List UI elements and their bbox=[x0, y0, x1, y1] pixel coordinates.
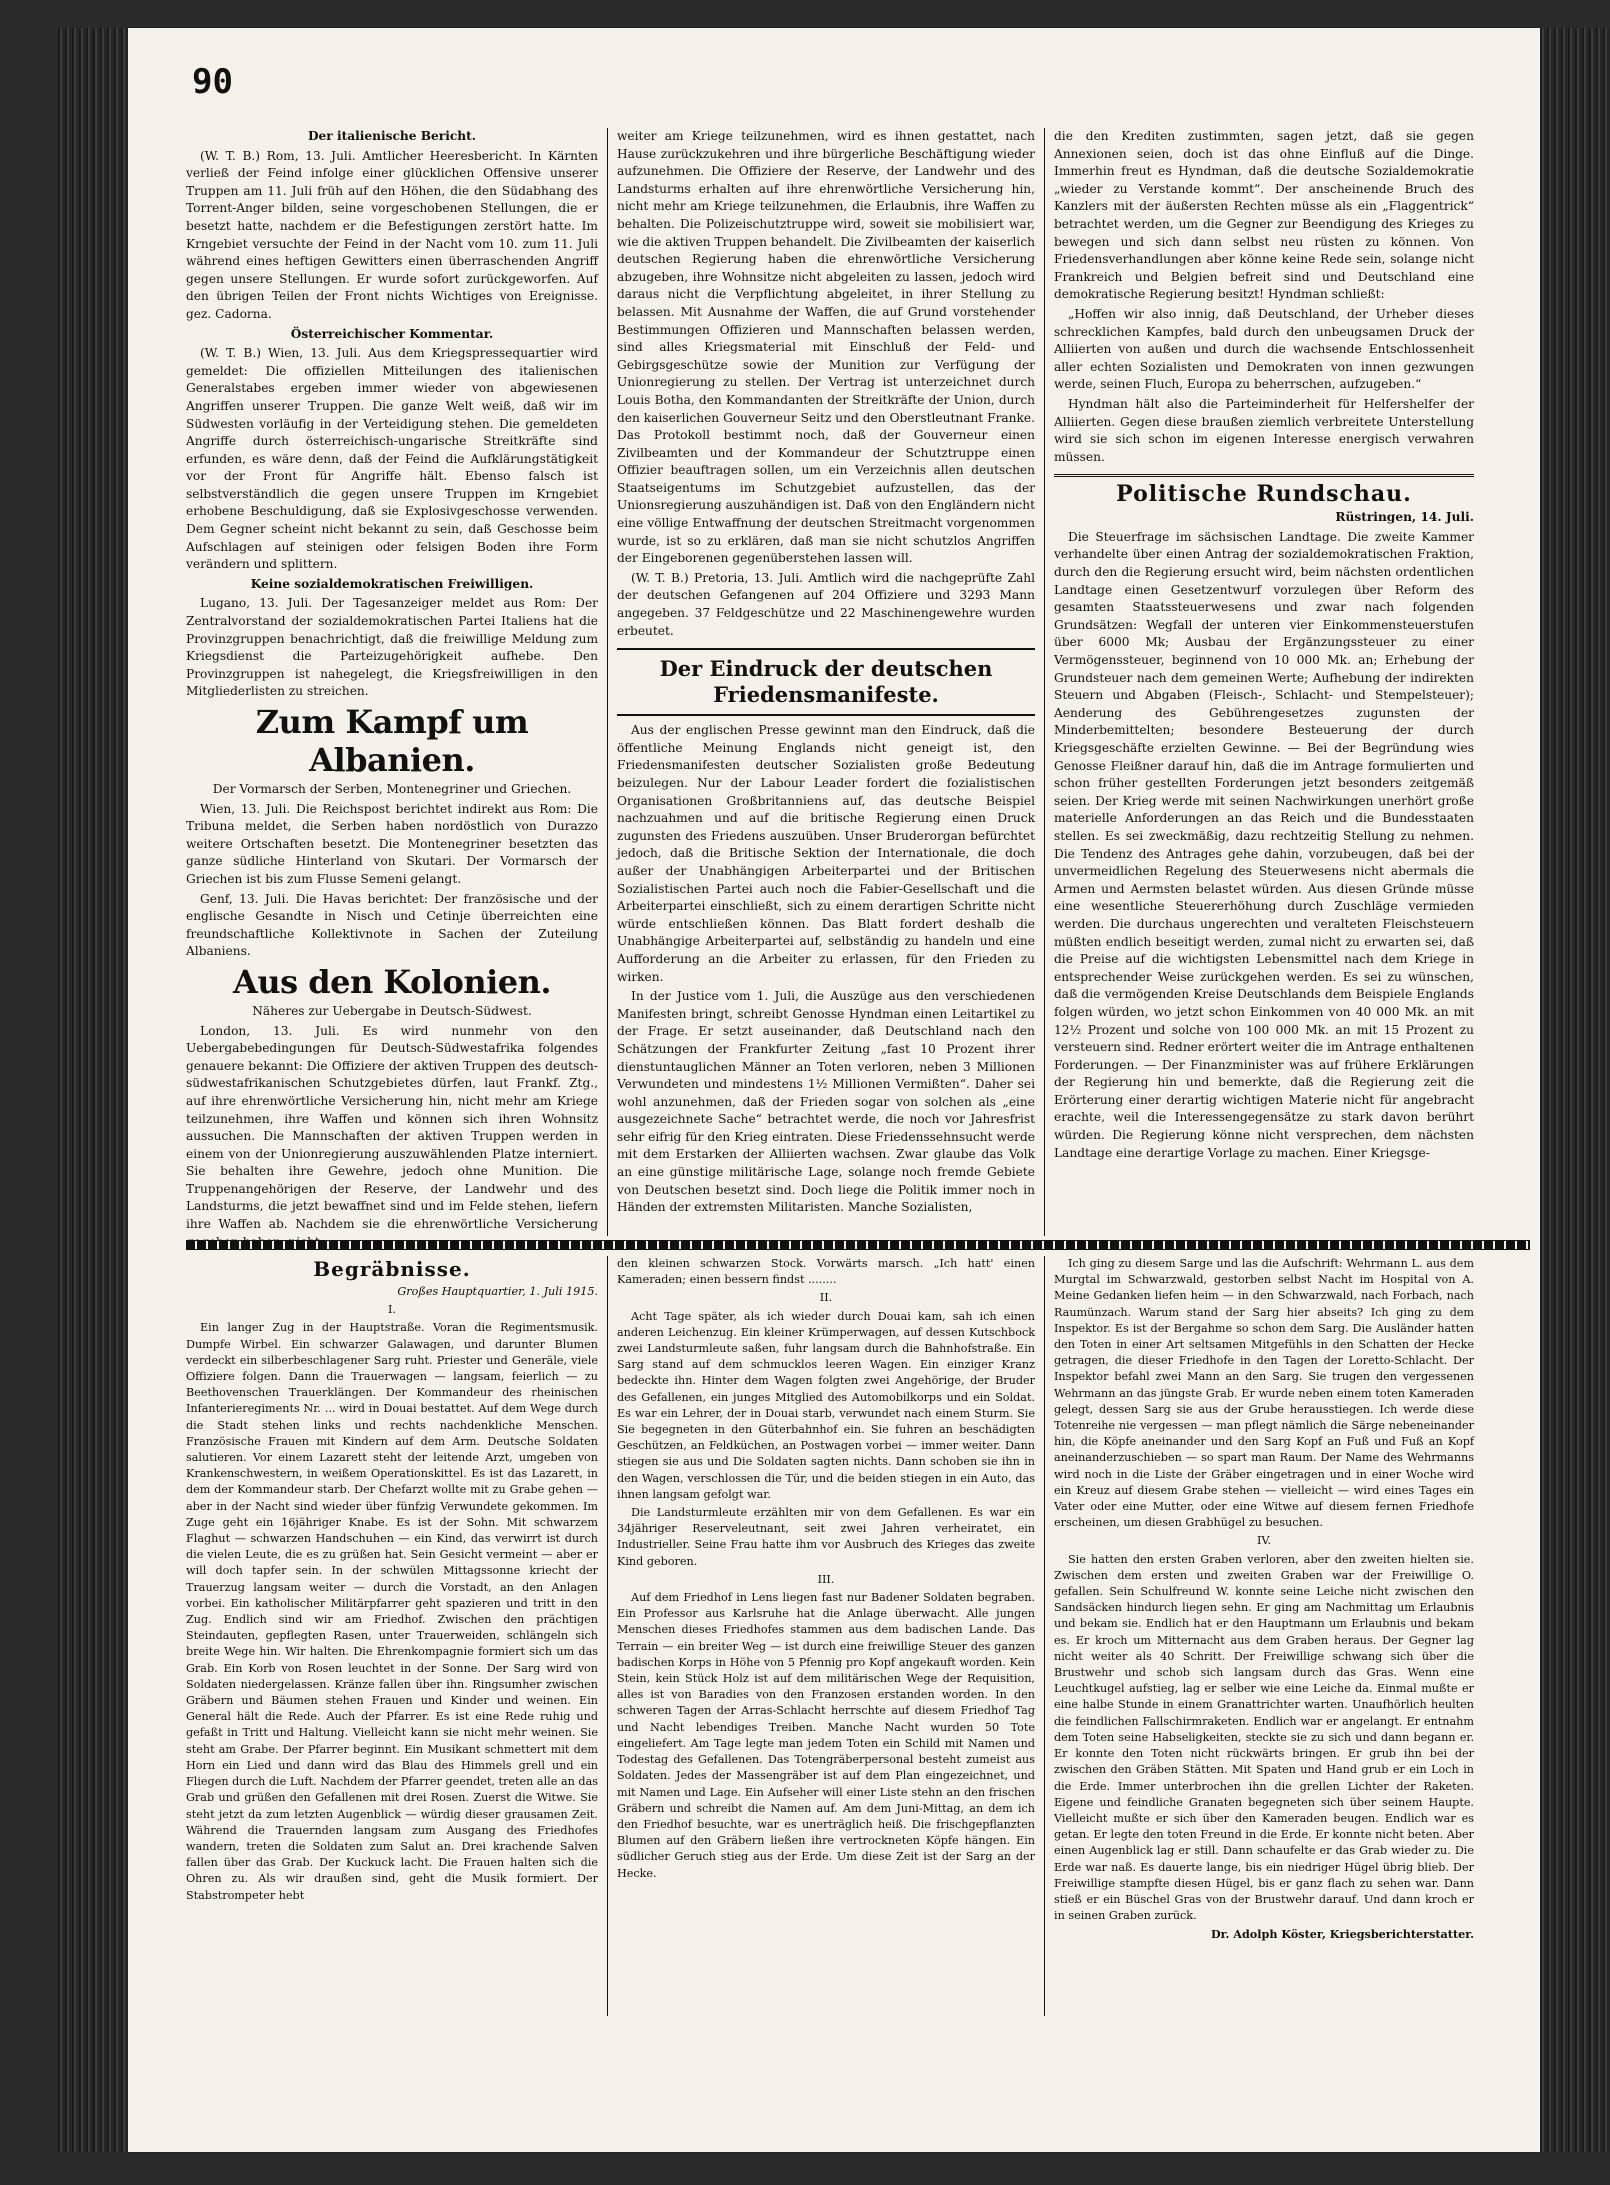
column-1 bbox=[186, 128, 598, 1236]
article-text: (W. T. B.) Wien, 13. Juli. Aus dem Kriegspressequartier wird gemeldet: Die offiziellen Mitteilungen des italienischen Generalstabes ergeben immer wieder von abgewiesenen Angriffen unserer Truppen. Die ganze Welt weiß, daß wir im Südwesten vorläufig in der Verteidigung stehen. Die gemeldeten Angriffe durch österreichisch-ungarische Streitkräfte sind erfunden, es wäre denn, daß der Feind die Aufklärungstätigkeit vor der Front für Angriffe hält. Ebenso falsch ist selbstverständlich die gegen unsere Truppen im Krngebiet erhobene Beschuldigung, daß sie Explosivgeschosse verwenden. Dem Gegner scheint nicht bekannt zu sein, daß Geschosse beim Aufschlagen auf steinigen oder felsigen Boden ihre Form verändern und splittern. bbox=[186, 346, 598, 572]
book-edge-right bbox=[1540, 28, 1610, 2152]
feuilleton-text: Acht Tage später, als ich wieder durch Douai kam, sah ich einen anderen Leichenzug. Ein kleiner Krümperwagen, auf dessen Kutschbock zwei Landsturmleute saßen, fuhr langsam durch die Bahnhofstraße. Ein Sarg stand auf dem schmucklos leeren Wagen. Ein einziger Kranz bedeckte ihn. Hinter dem Wagen folgten zwei Angehörige, der Bruder des Gefallenen, ein junges Mitglied des Automobilkorps und ein Soldat. Es war ein Lehrer, der in Douai starb, verwundet nach einem Sturm. Sie Sie begegneten in den Güterbahnhof ein. Sie fuhren an beschädigten Geschützen, an Feldküchen, an Postwagen vorbei — immer weiter. Dann stiegen sie aus und Die Soldaten sagten nichts. Dann schoben sie ihn in den Wagen, verschlossen die Tür, und die beiden stiegen in ein Auto, das ihnen langsam gefolgt war. bbox=[617, 1309, 1035, 1501]
section-numeral: I. bbox=[388, 1303, 396, 1317]
article-text: In der Justice vom 1. Juli, die Auszüge aus den verschiedenen Manifesten bringt, schreibt Genosse Hyndman einen Leitartikel zu der Frage. Er setzt auseinander, daß Deutschland nach den Schätzungen der Frankfurter Zeitung „fast 10 Prozent ihrer dienstuntauglichen Männer an Toten verloren, neben 3 Millionen Verwundeten und mindestens 1½ Millionen Vermißten“. Daher sei wohl anzunehmen, daß der Frieden sogar von solchen als „eine ausgezeichnete Sache“ betrachtet werde, die noch vor Jahresfrist sehr eifrig für den Krieg eintraten. Diese Friedenssehnsucht werde mit dem Erstarken der Alliierten wachsen. Zwar glaube das Volk an eine günstige militärische Lage, solange noch fremde Gebiete von Deutschen besetzt sind. Doch liege die Politik immer noch in Händen der extremsten Militaristen. Manche Sozialisten, bbox=[617, 989, 1035, 1215]
article-text: Hyndman hält also die Parteiminderheit für Helfershelfer der Alliierten. Gegen diese braußen ziemlich verbreitete Unterstellung wird sie sich schon im eigenen Interesse energisch verwahren müssen. bbox=[1054, 396, 1474, 464]
feuilleton-column-1 bbox=[186, 1256, 598, 2016]
article-text: (W. T. B.) Rom, 13. Juli. Amtlicher Heeresbericht. In Kärnten verließ der Feind infolge einer glücklichen Offensive unserer Truppen am 11. Juli früh auf den Höhen, die den Südabhang des Torrent-Anger bilden, seine vorgeschobenen Stellungen, die er besetzt hatte, nachdem er die Befestigungen zerstört hatte. Im Krngebiet versuchte der Feind in der Nacht vom 10. zum 11. Juli während eines heftigen Gewitters einen überraschenden Angriff gegen unsere Stellungen. Er wurde sofort zurückgeworfen. Auf den übrigen Teilen der Front nichts Wichtiges von Ereignisse. gez. Cadorna. bbox=[186, 148, 598, 321]
feuilleton-text: Auf dem Friedhof in Lens liegen fast nur Badener Soldaten begraben. Ein Professor aus Karlsruhe hat die Anlage überwacht. Alle jungen Menschen dieses Friedhofes stammen aus dem badischen Lande. Das Terrain — ein breiter Weg — ist durch eine freiwillige Steuer des ganzen badischen Korps in Höhe von 5 Pfennig pro Kopf angekauft worden. Kein Stein, kein Stück Holz ist auf dem militärischen Wege der Requisition, alles ist von Baradies von den Franzosen erstanden worden. In den schweren Tagen der Arras-Schlacht herrschte auf diesem Friedhof Tag und Nacht lebendiges Treiben. Manche Nacht wurden 50 Tote eingeliefert. Am Tage legte man jedem Toten ein Schild mit Namen und Todestag des Gefallenen. Das Totengräberpersonal besteht zumeist aus Soldaten. Jedes der Massengräber ist auf dem Plan eingezeichnet, und mit Namen und Lage. Ein Aufseher will einer Liste stehn an den frischen Gräbern und schreibt die Namen auf. Am dem Juni-Mittag, an dem ich den Friedhof besuchte, war es unerträglich heiß. Die frischgepflanzten Blumen auf den Gräbern ließen ihre vertrockneten Köpfe hängen. Ein südlicher Geruch stieg aus der Erde. Um diese Zeit ist der Sarg an der Hecke. bbox=[617, 1591, 1035, 1880]
dateline: Rüstringen, 14. Juli. bbox=[1335, 510, 1474, 525]
heading-no-volunteers: Keine sozialdemokratischen Freiwilligen. bbox=[250, 576, 534, 591]
feuilleton-text: Ein langer Zug in der Hauptstraße. Voran die Regimentsmusik. Dumpfe Wirbel. Ein schwarzer Galawagen, und darunter Blumen verdeckt ein silberbeschlagener Sarg ruht. Priester und Generäle, viele Offiziere folgen. Dann die Trauerwagen — langsam, feierlich — zu Beethovenschen Trauerklängen. Der Kommandeur des rheinischen Infanterieregiments Nr. ... wird in Douai bestattet. Auf dem Wege durch die Stadt stehen links und rechts nachdenkliche Menschen. Französische Frauen mit Kindern auf dem Arm. Deutsche Soldaten salutieren. Vor einem Lazarett steht der leitende Arzt, umgeben von Krankenschwestern, in weißem Operationskittel. Es ist das Lazarett, in dem der Kommandeur starb. Der Chefarzt wollte mit zu Grabe gehen — aber in der Nacht sind wieder über fünfzig Verwundete gekommen. Im Zuge geht ein 16jähriger Knabe. Es ist der Sohn. Mit schwarzem Flaghut — schwarzen Handschuhen — ein Kind, das verwirrt ist durch die vielen Leute, die es zu grüßen hat. Sein Gesicht vermeint — aber er will doch tapfer sein. In der schwülen Mittagssonne kriecht der Trauerzug langsam weiter — durch die Vorstadt, an den Anlagen vorbei. Ein katholischer Militärpfarrer geht spazieren und tritt in den Zug. Endlich sind wir am Friedhof. Zwischen den prächtigen Steindauten, gepflegten Rasen, unter Trauerweiden, schlängeln sich breite Wege hin. Wir halten. Die Ehrenkompagnie formiert sich um das Grab. Ein Korb von Rosen leuchtet in der Sonne. Der Sarg wird von Soldaten niedergelassen. Kränze fallen über ihn. Ringsumher zwischen Gräbern und Bäumen stehen Frauen und Kinder und weinen. Ein General hält die Rede. Auch der Pfarrer. Es ist eine Rede ruhig und gefaßt in Tritt und Haltung. Vielleicht kann sie nicht mehr weinen. Sie steht am Grabe. Der Pfarrer beginnt. Ein Musikant schmettert mit dem Horn ein Lied und dann wird das Blau des Himmels grell und ein Fliegen durch die Luft. Nachdem der Pfarrer geendet, treten alle an das Grab und grüßen den Gefallenen mit drei Rosen. Zuerst die Witwe. Sie steht jetzt da zum letzten Augenblick — würdig dieser grausamen Zeit. Während die Trauernden langsam zum Ausgang des Friedhofes wandern, treten die Soldaten zum Salut an. Drei krachende Salven fallen über das Grab. Der Kuckuck lacht. Die Frauen halten sich die Ohren zu. Als wir draußen sind, geht die Musik formiert. Der Stabstrompeter hebt bbox=[186, 1321, 598, 1902]
article-text: Lugano, 13. Juli. Der Tagesanzeiger meldet aus Rom: Der Zentralvorstand der sozialdemokratischen Partei Italiens hat die Provinzgruppen benachrichtigt, daß die freiwillige Meldung zum Kriegsdienst die Parteizugehörigkeit aufhebe. Den Provinzgruppen ist nahegelegt, die Kriegsfreiwilligen in den Mitgliederlisten zu streichen. bbox=[186, 596, 598, 699]
section-numeral: IV. bbox=[1256, 1534, 1272, 1548]
article-text: Die Steuerfrage im sächsischen Landtage. Die zweite Kammer verhandelte über einen Antrag der sozialdemokratischen Fraktion, durch den die Regierung ersucht wird, beim nächsten ordentlichen Landtage einen Gesetzentwurf vorzulegen über Reform des gesamten Staatssteuerwesens und zwar nach folgenden Grundsätzen: Wegfall der unteren vier Einkommensteuerstufen über 6000 Mk; Ausbau der Ergänzungssteuer zu einer Vermögenssteuer, beginnend von 10 000 Mk. an; Erhebung der Grundsteuer nach dem gemeinen Werte; Aufhebung der indirekten Steuern und Abgaben (Fleisch-, Schlacht- und Stempelsteuer); Aenderung des Gebührengesetzes zugunsten der Minderbemittelten; besondere Besteuerung der durch Kriegsgeschäfte erzielten Gewinne. — Bei der Begründung wies Genosse Fleißner darauf hin, daß die im Antrage formulierten und schon früher gestellten Forderungen jetzt besonders zeitgemäß seien. Der Krieg werde mit seinen Nachwirkungen unerhört große materielle Anforderungen an das Reich und die Bundesstaaten stellen. Es sei zweckmäßig, dazu rechtzeitig Stellung zu nehmen. Die Tendenz des Antrages gehe dahin, vorzubeugen, daß bei der unvermeidlichen Regelung des Steuerwesens nicht abermals die Armen und Aermsten belastet würden. Aus diesen Gründe müsse eine wesentliche Steuererhöhung durch Zuschläge vermieden werden. Die durchaus ungerechten und veralteten Fleischsteuern müßten endlich beseitigt werden, zumal nicht zu erwarten sei, daß die Preise auf die wichtigsten Lebensmittel nach dem Kriege in entsprechender Weise zurückgehen werden. Es sei zu wünschen, daß die vermögenden Kreise Deutschlands dem Beispiele Englands folgen würden, wo jetzt schon Einkommen von 40 000 Mk. an mit 12½ Prozent und solche von 100 000 Mk. an mit 15 Prozent zu versteuern sind. Redner erörtert weiter die im Antrage enthaltenen Forderungen. — Der Finanzminister was auf frühere Erklärungen der Regierung hin und bemerkte, daß die Regierung zeit die Erörterung einer derartig wichtigen Materie nicht für angebracht erachte, weil die Interessengegensätze zu stark davon berührt würden. Die Regierung könne nicht versprechen, dem nächsten Landtage eine derartige Vorlage zu machen. Einer Kriegsge- bbox=[1054, 529, 1474, 1160]
subheadline-albania: Der Vormarsch der Serben, Montenegriner und Griechen. bbox=[212, 782, 572, 796]
column-rule bbox=[1044, 128, 1045, 1236]
feuilleton-text: Ich ging zu diesem Sarge und las die Aufschrift: Wehrmann L. aus dem Murgtal im Schwarzwald, gestorben selbst Nacht im Hospital von A. Meine Gedanken liefen heim — in den Schwarzwald, nach Forbach, nach Raumünzach. Warum stand der Sarg hier abseits? Ich ging zu dem Inspektor. Es ist der Bergahme so schon dem Sarg. Die Ausländer hatten den Toten in einer Art seltsamen Mitgefühls in den Schatten der Hecke getragen, die dieser Friedhofe in den Tagen der Loretto-Schlacht. Der Inspektor befahl zwei Mann an den Sarg. Sie trugen den vergessenen Wehrmann an das jüngste Grab. Er wurde neben einem toten Kameraden gelegt, dessen Sarg sie aus der Grube herausstiegen. Ich werde diese Totenreihe nie vergessen — man pflegt nämlich die Särge nebeneinander hin, die Köpfe aneinander und den Sarg Kopf an Fuß und Fuß an Kopf aneinanderzuschieben — so spart man Raum. Der Name des Wehrmanns wird noch in die Liste der Gräber eingetragen und in einer Woche wird ein Kreuz auf diesem Grabe stehen — vielleicht — wird eines Tages ein Vater oder eine Mutter, oder eine Witwe auf diesem fernen Friedhofe erscheinen, um diesen Grabhügel zu besuchen. bbox=[1054, 1257, 1474, 1530]
headline-albania: Zum Kampf um Albanien. bbox=[255, 703, 529, 779]
article-text: Wien, 13. Juli. Die Reichspost berichtet indirekt aus Rom: Die Tribuna meldet, die Serben haben nordöstlich von Durazzo weitere Ortschaften besetzt. Die Montenegriner besetzten das ganze südliche Hinterland von Skutari. Der Vormarsch der Griechen ist bis zum Flusse Semeni gelangt. bbox=[186, 801, 598, 886]
column-rule bbox=[1044, 1256, 1045, 2016]
feuilleton-text: Sie hatten den ersten Graben verloren, aber den zweiten hielten sie. Zwischen dem ersten und zweiten Graben war der Freiwillige O. gefallen. Sein Schulfreund W. konnte seine Leiche nicht zwischen den Sandsäcken hindurch liegen sehn. Er ging am Nachmittag um Erlaubnis und bekam sie. Endlich hat er den Hauptmann um Erlaubnis und bekam es. Er kroch um Mitternacht aus dem Graben heraus. Der Gegner lag nicht weiter als 40 Schritt. Der Freiwillige schwang sich über die Brustwehr und schob sich langsam durch das Gras. Wenn eine Leuchtkugel aufstieg, lag er selber wie eine Leiche da. Einmal mußte er eine halbe Stunde in einem Granattrichter warten. Unaufhörlich heulten die feindlichen Fallschirmraketen. Endlich war er angelangt. Er entnahm dem Toten seine Habseligkeiten, steckte sie zu sich und dann begann er. Er konnte den Toten nicht rückwärts bringen. Er grub ihn bei der zwischen den Gräben Stätten. Mit Spaten und Hand grub er ein Loch in die Erde. Immer unterbrochen ihn die grellen Lichter der Raketen. Eigene und feindliche Granaten begegneten sich über seinem Haupte. Vielleicht mußte er sich über den Kameraden beugen. Endlich war es getan. Er legte den toten Freund in die Erde. Er konnte nicht beten. Aber einen Augenblick lag er still. Dann schaufelte er das Grab wieder zu. Die Erde war naß. Es dauerte lange, bis ein niedriger Hügel übrig blieb. Der Freiwillige stampfte diesen Hügel, bis er ganz flach zu sehen war. Dann stieß er ein Büschel Gras von der Brustwehr darauf. Und dann kroch er in seinen Graben zurück. bbox=[1054, 1552, 1474, 1923]
feuilleton-divider bbox=[186, 1240, 1530, 1250]
column-2 bbox=[617, 128, 1035, 1236]
page-number: 90 bbox=[192, 62, 233, 102]
book-edge-left bbox=[58, 28, 128, 2152]
feuilleton-text: Die Landsturmleute erzählten mir von dem Gefallenen. Es war ein 34jähriger Reserveleutnant, seit zwei Jahren verheiratet, ein Industrieller. Seine Frau hatte ihm vor Ausbruch des Krieges das zweite Kind geboren. bbox=[617, 1506, 1035, 1568]
article-text: Aus der englischen Presse gewinnt man den Eindruck, daß die öffentliche Meinung Englands nicht geneigt ist, den Friedensmanifesten deutscher Sozialisten große Bedeutung beizulegen. Nur der Labour Leader fordert die fozialistischen Organisationen Großbritanniens auf, das deutsche Beispiel nachzuahmen und auf die britische Regierung einen Druck zugunsten des Friedens auszuüben. Unser Bruderorgan befürchtet jedoch, daß die Britische Sektion der Internationale, die doch außer der Unabhängigen Arbeiterpartei und der Britischen Sozialistischen Partei auch noch die Fabier-Gesellschaft und die Arbeiterpartei einschließt, sich zu einem derartigen Schritte nicht würde entschließen können. Das Blatt fordert deshalb die Unabhängige Arbeiterpartei auf, selbständig zu handeln und eine Aufforderung an die Arbeiter zu erlassen, für den Frieden zu wirken. bbox=[617, 723, 1035, 984]
feuilleton-dateline: Großes Hauptquartier, 1. Juli 1915. bbox=[397, 1285, 598, 1298]
heading-italian-report: Der italienische Bericht. bbox=[307, 129, 477, 143]
feuilleton-text: den kleinen schwarzen Stock. Vorwärts marsch. „Ich hatt' einen Kameraden; einen bessern findst ........ bbox=[617, 1257, 1035, 1287]
column-rule bbox=[607, 128, 608, 1236]
article-text: die den Krediten zustimmten, sagen jetzt, daß sie gegen Annexionen seien, doch ist das ohne Einfluß auf die Dinge. Immerhin freut es Hyndman, daß die deutsche Sozialdemokratie „wieder zu Verstande kommt“. Der anscheinende Bruch des Kanzlers mit der äußersten Rechten müsse als ein „Flaggentrick“ betrachtet werden, um die Gegner zur Beendigung des Krieges zu bewegen und sich dann selbst neu rüsten zu können. Von Friedensverhandlungen aber könne keine Rede sein, solange nicht Frankreich und Belgien befreit sind und Deutschland eine demokratische Regierung besitzt! Hyndman schließt: bbox=[1054, 129, 1474, 302]
column-3 bbox=[1054, 128, 1474, 1236]
article-text: (W. T. B.) Pretoria, 13. Juli. Amtlich wird die nachgeprüfte Zahl der deutschen Gefangenen auf 204 Offiziere und 3293 Mann angegeben. 37 Feldgeschütze und 22 Maschinengewehre wurden erbeutet. bbox=[617, 570, 1035, 638]
feuilleton-column-3 bbox=[1054, 1256, 1474, 2016]
feuilleton-title: Begräbnisse. bbox=[313, 1257, 471, 1281]
section-numeral: II. bbox=[819, 1291, 833, 1305]
article-text: London, 13. Juli. Es wird nunmehr von den Uebergabebedingungen für Deutsch-Südwestafrika folgendes genauere bekannt: Die Offiziere der aktiven Truppen des deutsch-südwestafrikanischen Schutzgebietes dürfen, laut Frankf. Ztg., auf ihre ehrenwörtliche Versicherung hin, nicht mehr am Kriege teilzunehmen, ihre Waffen und können sich ihren Wohnsitz aussuchen. Die Mannschaften der aktiven Truppen werden in einem von der Unionregierung auszuwählenden Platze interniert. Sie behalten ihre Gewehre, jedoch ohne Munition. Die Truppenangehörigen der Reserve, der Landwehr und des Landsturms, die jetzt bewaffnet sind und im Felde stehen, liefern ihre Waffen ab. Nachdem sie die ehrenwörtliche Versicherung bbox=[186, 1023, 598, 1232]
feuilleton-column-2 bbox=[617, 1256, 1035, 2016]
author-signature: Dr. Adolph Köster, Kriegsberichterstatter. bbox=[1210, 1927, 1474, 1942]
article-text: weiter am Kriege teilzunehmen, wird es ihnen gestattet, nach Hause zurückzukehren und ihre bürgerliche Beschäftigung wieder aufzunehmen. Die Offiziere der Reserve, der Landwehr und des Landsturms erhalten auf ihre ehrenwörtliche Versicherung hin, nicht mehr am Kriege teilzunehmen, die Erlaubnis, ihre Waffen zu behalten. Die Polizeischutztruppe wird, soweit sie mobilisiert war, wie die aktiven Truppen behandelt. Die Zivilbeamten der kaiserlich deutschen Regierung haben die ehrenwörtliche Versicherung abzugeben, ihre Wohnsitze nicht abgeleiten zu lassen, jedoch wird daraus nicht die Verpflichtung abgeleitet, in ihrer Stellung zu belassen. Mit Ausnahme der Waffen, die auf Grund vorstehender Bestimmungen Offizieren und Mannschaften belassen werden, sind alles Kriegsmaterial mit Einschluß der Feld- und Gebirgsgeschütze sowie der Munition zur Verfügung der Unionregierung zu stellen. Der Vertrag ist unterzeichnet durch Louis Botha, den Kommandanten der Streitkräfte der Union, durch den kaiserlichen Gouverneur Seitz und den Oberstleutnant Franke. Das Protokoll bestimmt noch, daß der Gouverneur einen Zivilbeamten und der Kommandeur der Schutztruppe einen Offizier beauftragen sollen, um ein Verzeichnis allen deutschen Staatseigentums im Schutzgebiet aufzustellen, das der Unionsregierung auszuhändigen ist. Daß von den Engländern nicht eine völlige Entwaffnung der deutschen Streitmacht vorgenommen wurde, ist so zu erklären, daß man sie nicht schutzlos Angriffen der Eingeborenen gegenüberstehen lassen will. bbox=[617, 129, 1035, 566]
article-text: Genf, 13. Juli. Die Havas berichtet: Der französische und der englische Gesandte in Nisch und Cetinje überreichten eine freundschaftliche Kollektivnote in Sachen der Zuteilung Albaniens. bbox=[186, 891, 598, 959]
section-numeral: III. bbox=[817, 1572, 835, 1586]
section-title-political-review: Politische Rundschau. bbox=[1116, 481, 1412, 508]
subheadline-colonies: Näheres zur Uebergabe in Deutsch-Südwest. bbox=[252, 1003, 532, 1018]
section-divider bbox=[1054, 474, 1474, 477]
boxed-headline bbox=[617, 648, 1035, 716]
heading-austrian-comment: Österreichischer Kommentar. bbox=[290, 326, 494, 341]
headline-colonies: Aus den Kolonien. bbox=[232, 962, 552, 1001]
article-text: „Hoffen wir also innig, daß Deutschland, der Urheber dieses schrecklichen Kampfes, bald durch den unbeugsamen Druck der Alliierten von außen und durch die wachsende Entschlossenheit aller echten Sozialisten und Demokraten von innen gezwungen werde, seinen Fluch, Europa zu beherrschen, aufzugeben.“ bbox=[1054, 306, 1474, 392]
column-rule bbox=[607, 1256, 608, 2016]
headline-peace-manifestos: Der Eindruck der deutschen Friedensmanifeste. bbox=[659, 656, 993, 708]
